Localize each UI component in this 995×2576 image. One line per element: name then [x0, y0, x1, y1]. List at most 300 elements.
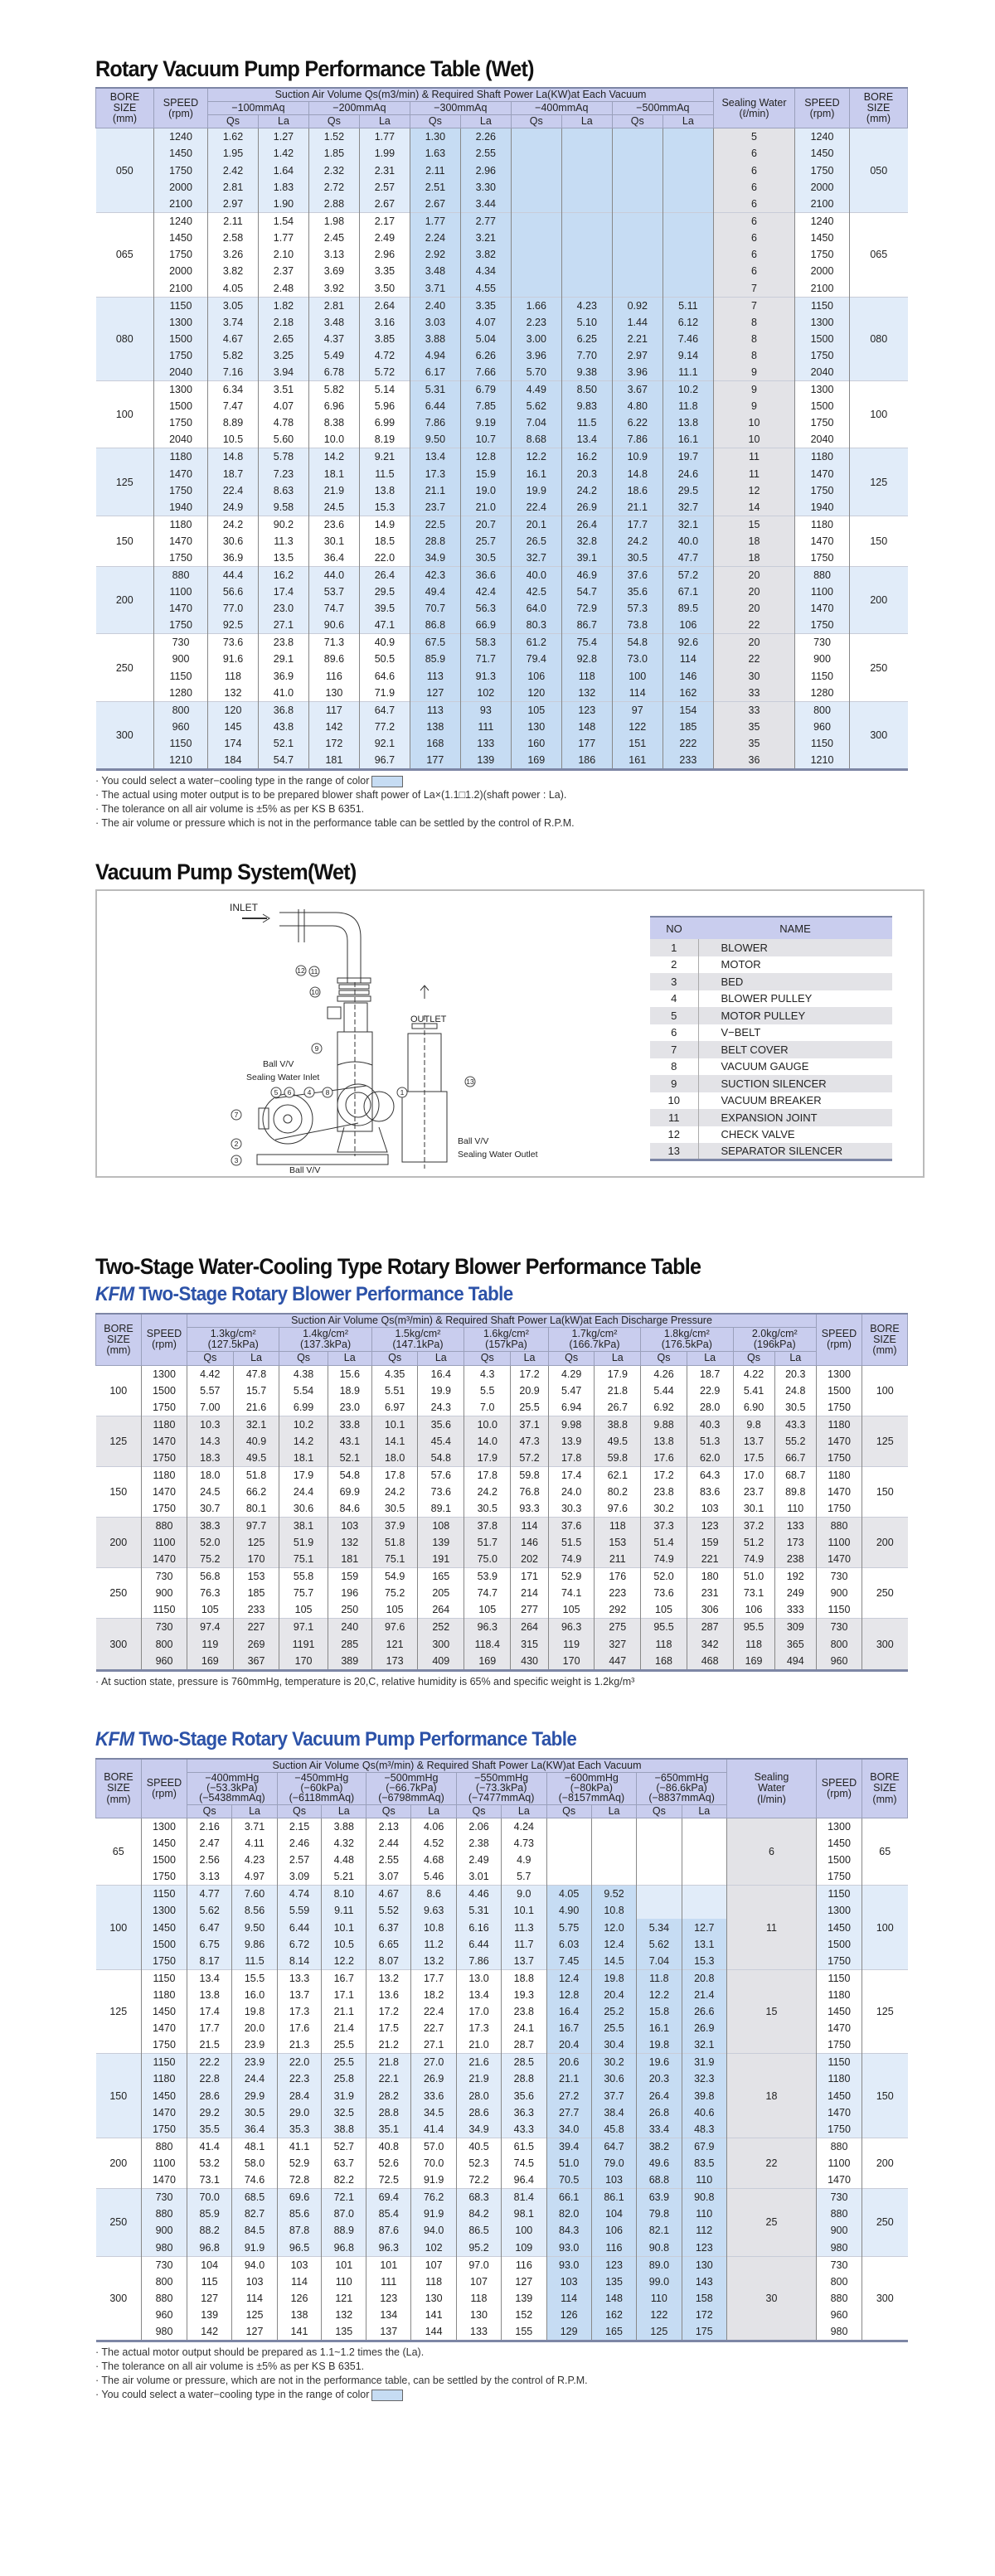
- value: 20.4: [546, 2036, 591, 2054]
- value: 139: [187, 2307, 232, 2323]
- value: 196: [328, 1585, 371, 1601]
- value: 17.2: [366, 2003, 411, 2020]
- table-row: [96, 1969, 908, 1987]
- speed: 1450: [142, 2088, 187, 2104]
- note: · The actual motor output should be prepared as 1.1~1.2 times the (La).: [95, 2346, 425, 2359]
- value: 29.9: [232, 2088, 277, 2104]
- col-la: La: [258, 115, 308, 128]
- value: 54.9: [371, 1568, 418, 1586]
- value: 17.0: [733, 1466, 774, 1484]
- value: 105: [279, 1601, 328, 1619]
- value: 5.11: [663, 297, 713, 314]
- speed: 800: [142, 2273, 187, 2290]
- value: 11.5: [359, 465, 410, 482]
- value: 6.44: [277, 1919, 322, 1935]
- value: 74.9: [548, 1551, 595, 1568]
- value: 20.3: [774, 1365, 816, 1382]
- value: 130: [456, 2307, 501, 2323]
- table-row: [96, 2256, 908, 2273]
- value: 51.3: [687, 1433, 733, 1450]
- value: 9.50: [410, 431, 460, 448]
- speed-right: 1470: [817, 2020, 862, 2036]
- part-row: [650, 1041, 892, 1058]
- table-row: [96, 347, 908, 364]
- speed: 1150: [154, 297, 208, 314]
- value: 37.8: [464, 1518, 511, 1535]
- value: 1.90: [258, 196, 308, 213]
- value: 2.49: [456, 1852, 501, 1868]
- value: 3.13: [308, 246, 359, 263]
- value: 211: [595, 1551, 641, 1568]
- value: 32.7: [663, 499, 713, 516]
- value: 2.96: [359, 246, 410, 263]
- value: 17.3: [456, 2020, 501, 2036]
- table-row: [96, 196, 908, 213]
- col-vacuum: −200mmAq: [308, 102, 410, 115]
- bore-size-right: 150: [850, 516, 908, 566]
- value: 28.7: [502, 2036, 546, 2054]
- speed-right: 800: [795, 701, 850, 719]
- value: 30.6: [208, 533, 259, 550]
- value: 21.0: [456, 2036, 501, 2054]
- value: 123: [591, 2256, 636, 2273]
- value: 162: [591, 2307, 636, 2323]
- value: 30.5: [460, 550, 511, 567]
- speed-right: 1750: [817, 1868, 862, 1886]
- bore-size: 080: [96, 297, 154, 381]
- svg-text:4: 4: [307, 1088, 312, 1097]
- value: 64.3: [687, 1466, 733, 1484]
- value: 5.57: [187, 1382, 234, 1399]
- value: 24.6: [663, 465, 713, 482]
- sealing-water: 10: [714, 431, 795, 448]
- speed: 1180: [142, 1987, 187, 2003]
- value: 19.9: [511, 482, 561, 499]
- col-vacuum: −500mmAq: [612, 102, 713, 115]
- value: 20.3: [561, 465, 612, 482]
- value: 32.3: [682, 2070, 726, 2087]
- value: 20.1: [511, 516, 561, 533]
- part-no: 5: [650, 1007, 698, 1024]
- speed-right: 1470: [817, 2104, 862, 2121]
- part-row: [650, 1109, 892, 1126]
- system-diagram-box: [95, 889, 925, 1178]
- value: 3.69: [308, 263, 359, 279]
- value: 4.49: [511, 381, 561, 399]
- sealing-water: 6: [714, 162, 795, 179]
- value: 1191: [279, 1635, 328, 1652]
- col-group: Suction Air Volume Qs(m3/min) & Required Shaft Power La(KW)at Each Vacuum: [208, 88, 714, 102]
- value: 35.6: [418, 1416, 464, 1433]
- value: 30.6: [591, 2070, 636, 2087]
- value: 2.96: [460, 162, 511, 179]
- speed-right: 1750: [795, 617, 850, 634]
- note: · The actual using moter output is to be prepared blower shaft power of La×(1.1□1.2)(shaft power : La).: [95, 789, 567, 801]
- sealing-water: 8: [714, 314, 795, 331]
- value: 15.6: [328, 1365, 371, 1382]
- value: 3.21: [460, 230, 511, 246]
- value: 62.1: [595, 1466, 641, 1484]
- col-pressure: 2.0kg/cm² (196kPa): [733, 1328, 816, 1352]
- value: 104: [591, 2206, 636, 2222]
- value: 28.0: [456, 2088, 501, 2104]
- value: 59.8: [511, 1466, 548, 1484]
- value: 82.1: [637, 2222, 682, 2239]
- speed-right: 1750: [795, 347, 850, 364]
- value: 181: [328, 1551, 371, 1568]
- col-pressure: 1.4kg/cm² (137.3kPa): [279, 1328, 371, 1352]
- value: 10.2: [279, 1416, 328, 1433]
- speed-right: 880: [817, 2138, 862, 2155]
- table-row: [96, 583, 908, 600]
- value: 148: [591, 2290, 636, 2307]
- value: 30.5: [464, 1500, 511, 1518]
- value: 17.3: [410, 465, 460, 482]
- value: 16.4: [418, 1365, 464, 1382]
- value: 8.50: [561, 381, 612, 399]
- value: 6.92: [641, 1399, 687, 1416]
- value: 55.2: [774, 1433, 816, 1450]
- bore-size: 300: [96, 1619, 142, 1670]
- value: 26.9: [411, 2070, 456, 2087]
- speed: 730: [154, 634, 208, 651]
- value: 7.0: [464, 1399, 511, 1416]
- value: 29.0: [277, 2104, 322, 2121]
- value: [561, 128, 612, 146]
- value: 153: [233, 1568, 279, 1586]
- table-row: [96, 246, 908, 263]
- table-row: [96, 735, 908, 752]
- value: 2.17: [359, 212, 410, 230]
- value: 2.97: [612, 347, 663, 364]
- value: 105: [548, 1601, 595, 1619]
- speed: 1450: [154, 230, 208, 246]
- value: 5.52: [366, 1902, 411, 1919]
- value: 23.9: [232, 2036, 277, 2054]
- value: 5.04: [460, 331, 511, 347]
- value: 233: [663, 752, 713, 770]
- svg-text:5: 5: [274, 1088, 279, 1097]
- value: 1.98: [308, 212, 359, 230]
- value: 28.8: [410, 533, 460, 550]
- value: [612, 179, 663, 196]
- speed-right: 1450: [795, 145, 850, 162]
- value: 41.1: [277, 2138, 322, 2155]
- value: 73.1: [733, 1585, 774, 1601]
- value: 30.5: [774, 1399, 816, 1416]
- water-cooling-swatch: [371, 2390, 403, 2401]
- value: 36.4: [232, 2121, 277, 2138]
- value: [637, 1902, 682, 1919]
- value: 3.44: [460, 196, 511, 213]
- value: 45.4: [418, 1433, 464, 1450]
- value: 103: [232, 2273, 277, 2290]
- value: 116: [591, 2239, 636, 2257]
- value: 19.6: [637, 2054, 682, 2071]
- value: 32.1: [233, 1416, 279, 1433]
- value: 5.62: [187, 1902, 232, 1919]
- value: 32.8: [561, 533, 612, 550]
- value: 101: [366, 2256, 411, 2273]
- speed-right: 1750: [795, 162, 850, 179]
- col-la: La: [682, 1804, 726, 1818]
- value: 36.8: [258, 701, 308, 719]
- value: 82.0: [546, 2206, 591, 2222]
- value: 12.2: [637, 1987, 682, 2003]
- value: 64.7: [591, 2138, 636, 2155]
- value: 11.5: [561, 414, 612, 431]
- value: 26.8: [637, 2104, 682, 2121]
- value: 231: [687, 1585, 733, 1601]
- value: [511, 128, 561, 146]
- svg-text:8: 8: [325, 1088, 330, 1097]
- value: 25.5: [322, 2036, 366, 2054]
- value: 2.15: [277, 1818, 322, 1835]
- value: 40.8: [366, 2138, 411, 2155]
- value: 106: [591, 2222, 636, 2239]
- bore-size-right: 300: [850, 701, 908, 769]
- value: 5.7: [502, 1868, 546, 1886]
- value: 139: [418, 1534, 464, 1551]
- bore-size: 250: [96, 1568, 142, 1619]
- value: 74.7: [464, 1585, 511, 1601]
- speed: 1750: [142, 1450, 187, 1467]
- value: 2.13: [366, 1818, 411, 1835]
- value: 31.9: [682, 2054, 726, 2071]
- speed-right: 1180: [817, 1466, 862, 1484]
- value: 14.1: [371, 1433, 418, 1450]
- value: 113: [410, 701, 460, 719]
- value: 6.78: [308, 364, 359, 381]
- sealing-water: 18: [727, 2054, 817, 2138]
- value: 132: [208, 685, 259, 702]
- value: 87.6: [366, 2222, 411, 2239]
- value: 4.67: [366, 1886, 411, 1903]
- speed: 880: [142, 2290, 187, 2307]
- value: 39.5: [359, 600, 410, 617]
- value: 141: [411, 2307, 456, 2323]
- value: 21.1: [546, 2070, 591, 2087]
- value: 49.5: [233, 1450, 279, 1467]
- value: 73.0: [612, 651, 663, 667]
- value: 162: [663, 685, 713, 702]
- speed-right: 1470: [817, 1484, 862, 1500]
- value: 13.3: [277, 1969, 322, 1987]
- part-name: MOTOR: [721, 958, 761, 971]
- part-row: [650, 1092, 892, 1110]
- sealing-water: 30: [727, 2256, 817, 2341]
- value: 249: [774, 1585, 816, 1601]
- value: 101: [322, 2256, 366, 2273]
- speed: 960: [142, 2307, 187, 2323]
- value: 99.0: [637, 2273, 682, 2290]
- speed-right: 1500: [817, 1852, 862, 1868]
- bore-size-right: 200: [862, 1518, 908, 1568]
- value: 2.51: [410, 179, 460, 196]
- sealing-water: 36: [714, 752, 795, 770]
- speed-right: 1100: [795, 583, 850, 600]
- value: 114: [277, 2273, 322, 2290]
- value: 4.05: [208, 280, 259, 298]
- value: 36.9: [208, 550, 259, 567]
- value: 165: [591, 2323, 636, 2341]
- value: 84.3: [546, 2222, 591, 2239]
- speed-right: 1750: [817, 2121, 862, 2138]
- value: 52.3: [456, 2155, 501, 2172]
- value: 63.9: [637, 2189, 682, 2206]
- speed-right: 1300: [817, 1365, 862, 1382]
- bore-size: 065: [96, 212, 154, 297]
- value: 292: [595, 1601, 641, 1619]
- value: [511, 246, 561, 263]
- value: 9.21: [359, 448, 410, 466]
- speed: 1100: [142, 1534, 187, 1551]
- value: 62.0: [687, 1450, 733, 1467]
- value: 139: [502, 2290, 546, 2307]
- value: 2.81: [308, 297, 359, 314]
- value: 9.63: [411, 1902, 456, 1919]
- speed: 730: [142, 2189, 187, 2206]
- value: 22.8: [187, 2070, 232, 2087]
- value: 8.17: [187, 1953, 232, 1970]
- speed-right: 800: [817, 1635, 862, 1652]
- value: 2.11: [208, 212, 259, 230]
- col-group: Suction Air Volume Qs(m³/min) & Required Shaft Power La(kW)at Each Discharge Pressure: [187, 1314, 817, 1328]
- bore-size-right: 125: [850, 448, 908, 516]
- speed-right: 1750: [795, 550, 850, 567]
- table-row: [96, 533, 908, 550]
- speed-right: 900: [817, 1585, 862, 1601]
- value: 64.6: [359, 668, 410, 685]
- speed-right: 1500: [795, 398, 850, 414]
- value: 116: [502, 2256, 546, 2273]
- value: 315: [511, 1635, 548, 1652]
- bore-size-right: 250: [862, 1568, 908, 1619]
- speed: 1450: [154, 145, 208, 162]
- value: 7.04: [637, 1953, 682, 1970]
- value: 2.57: [359, 179, 410, 196]
- col-la: La: [663, 115, 713, 128]
- value: 6.34: [208, 381, 259, 399]
- value: 5.34: [637, 1919, 682, 1935]
- speed: 1750: [154, 617, 208, 634]
- value: 12.7: [682, 1919, 726, 1935]
- value: 3.26: [208, 246, 259, 263]
- value: 4.24: [502, 1818, 546, 1835]
- value: 11.7: [502, 1936, 546, 1953]
- value: 30.5: [612, 550, 663, 567]
- value: [511, 162, 561, 179]
- part-row: [650, 973, 892, 990]
- value: 52.9: [548, 1568, 595, 1586]
- col-la: La: [322, 1804, 366, 1818]
- value: 89.6: [308, 651, 359, 667]
- value: 24.1: [502, 2020, 546, 2036]
- value: 13.2: [411, 1953, 456, 1970]
- value: 95.2: [456, 2239, 501, 2257]
- value: 5.70: [511, 364, 561, 381]
- part-name: MOTOR PULLEY: [698, 1007, 892, 1024]
- value: 61.2: [511, 634, 561, 651]
- bore-size-right: 150: [862, 2054, 908, 2138]
- table-row: [96, 381, 908, 399]
- value: 13.2: [366, 1969, 411, 1987]
- value: 10.3: [187, 1416, 234, 1433]
- value: 2.11: [410, 162, 460, 179]
- value: 135: [591, 2273, 636, 2290]
- speed-right: 1180: [817, 1416, 862, 1433]
- table3-notes: [95, 2346, 908, 2402]
- speed-right: 2100: [795, 280, 850, 298]
- speed: 1180: [142, 1466, 187, 1484]
- col-vacuum: −650mmHg (−86.6kPa) (−8837mmAq): [637, 1773, 727, 1805]
- bore-size: 200: [96, 1518, 142, 1568]
- speed: 1470: [154, 465, 208, 482]
- speed-right: 960: [817, 1653, 862, 1671]
- col-la: La: [418, 1352, 464, 1365]
- value: 49.6: [637, 2155, 682, 2172]
- value: 5.54: [279, 1382, 328, 1399]
- value: 233: [233, 1601, 279, 1619]
- value: 18.0: [187, 1466, 234, 1484]
- table1-notes: [95, 774, 908, 830]
- value: 29.5: [359, 583, 410, 600]
- speed: 1240: [154, 128, 208, 146]
- value: 71.3: [308, 634, 359, 651]
- part-name: BLOWER PULLEY: [721, 992, 813, 1005]
- value: 4.23: [561, 297, 612, 314]
- table-row: [96, 1365, 908, 1382]
- value: [612, 128, 663, 146]
- speed: 1470: [154, 533, 208, 550]
- value: 70.0: [411, 2155, 456, 2172]
- table-row: [96, 701, 908, 719]
- value: 63.7: [322, 2155, 366, 2172]
- value: 58.3: [460, 634, 511, 651]
- speed-right: 1470: [817, 1551, 862, 1568]
- value: 33.4: [637, 2121, 682, 2138]
- value: 52.7: [322, 2138, 366, 2155]
- table-row: [96, 297, 908, 314]
- value: 172: [308, 735, 359, 752]
- value: 17.9: [279, 1466, 328, 1484]
- value: 79.4: [511, 651, 561, 667]
- note: · You could select a water−cooling type in the range of color: [95, 774, 908, 788]
- value: [561, 179, 612, 196]
- value: 21.1: [410, 482, 460, 499]
- value: 11.8: [637, 1969, 682, 1987]
- value: 177: [410, 752, 460, 770]
- value: 173: [371, 1653, 418, 1671]
- value: 55.8: [279, 1568, 328, 1586]
- speed: 1750: [142, 1953, 187, 1970]
- speed-right: 730: [817, 1619, 862, 1636]
- value: 52.0: [641, 1568, 687, 1586]
- part-row: [650, 1075, 892, 1092]
- value: 155: [502, 2323, 546, 2341]
- value: 121: [322, 2290, 366, 2307]
- bore-size: 125: [96, 1416, 142, 1466]
- sealing-water: 9: [714, 381, 795, 399]
- value: 11.2: [411, 1936, 456, 1953]
- value: 92.5: [208, 617, 259, 634]
- value: [612, 263, 663, 279]
- value: 16.4: [546, 2003, 591, 2020]
- speed: 1180: [142, 2070, 187, 2087]
- value: 192: [774, 1568, 816, 1586]
- table-row: [96, 2189, 908, 2206]
- sealing-water: 6: [714, 179, 795, 196]
